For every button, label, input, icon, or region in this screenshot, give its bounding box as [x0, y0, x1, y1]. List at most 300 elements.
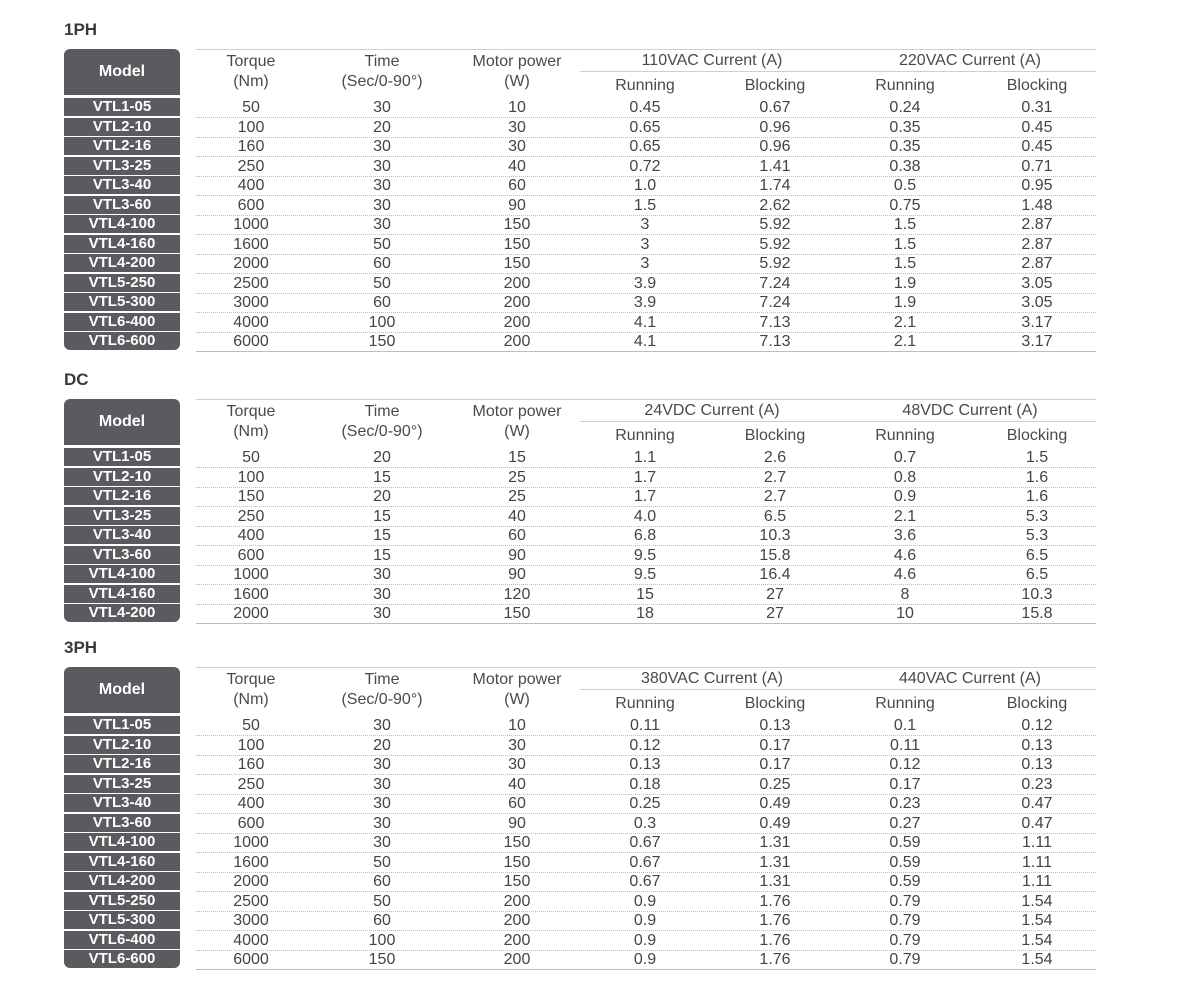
running-current-cell: 0.59: [889, 834, 921, 851]
time-cell: 50: [373, 892, 391, 910]
running-current-cell: 1.9: [893, 274, 917, 292]
running-current-cell: 4.0: [633, 507, 657, 525]
blocking-current-cell: 3.05: [1021, 274, 1053, 292]
torque-cell: 160: [237, 756, 265, 773]
table-row: [64, 196, 1096, 216]
running-current-cell: 0.9: [633, 931, 657, 949]
blocking-current-cell: 1.76: [759, 912, 791, 929]
running-current-cell: 0.79: [889, 912, 921, 929]
time-cell: 50: [373, 235, 391, 253]
running-current-cell: 0.13: [629, 756, 661, 773]
torque-cell: 100: [237, 736, 265, 754]
running-header: Running: [615, 695, 675, 712]
power-header: Motor power: [472, 53, 562, 70]
table-row: [64, 293, 1096, 313]
blocking-current-cell: 0.45: [1021, 118, 1053, 136]
row-values: [196, 176, 1096, 196]
running-current-cell: 4.6: [893, 566, 917, 583]
time-unit: (Sec/0-90°): [341, 423, 423, 440]
power-cell: 150: [503, 216, 531, 233]
running-current-cell: 0.35: [889, 138, 921, 155]
time-cell: 60: [373, 255, 391, 272]
model-cell: VTL4-160: [64, 585, 180, 603]
row-values: [196, 274, 1096, 294]
table-row: [64, 313, 1096, 333]
blocking-current-cell: 0.49: [759, 814, 791, 832]
model-cell: VTL2-10: [64, 468, 180, 486]
time-cell: 30: [373, 585, 391, 603]
row-values: [196, 736, 1096, 756]
table-body: [64, 98, 1096, 352]
blocking-current-cell: 7.13: [759, 333, 791, 350]
row-values: [196, 716, 1096, 736]
running-current-cell: 0.18: [629, 775, 661, 793]
power-cell: 10: [508, 717, 526, 734]
torque-cell: 2000: [233, 605, 269, 622]
blocking-current-cell: 6.5: [1025, 546, 1049, 564]
time-cell: 30: [373, 814, 391, 832]
running-current-cell: 0.79: [889, 931, 921, 949]
time-unit: (Sec/0-90°): [341, 691, 423, 708]
model-cell: VTL6-600: [64, 332, 180, 350]
blocking-current-cell: 27: [766, 605, 784, 622]
blocking-current-cell: 5.3: [1025, 527, 1049, 544]
blocking-current-cell: 1.31: [759, 873, 791, 890]
torque-cell: 6000: [233, 333, 269, 350]
model-cell: VTL3-40: [64, 794, 180, 812]
blocking-current-cell: 2.7: [763, 468, 787, 486]
torque-cell: 250: [237, 507, 265, 525]
power-cell: 60: [508, 795, 526, 812]
torque-cell: 6000: [233, 951, 269, 968]
blocking-current-cell: 1.6: [1025, 488, 1049, 505]
model-cell: VTL3-60: [64, 814, 180, 832]
row-values: [196, 507, 1096, 527]
torque-cell: 1000: [233, 216, 269, 233]
torque-cell: 1600: [233, 585, 269, 603]
row-values: [196, 853, 1096, 873]
model-cell: VTL2-16: [64, 137, 180, 155]
torque-cell: 100: [237, 468, 265, 486]
running-current-cell: 3: [640, 235, 650, 253]
time-cell: 20: [373, 118, 391, 136]
power-cell: 200: [503, 931, 531, 949]
blocking-current-cell: 1.74: [759, 177, 791, 194]
table-row: [64, 254, 1096, 274]
running-header: Running: [615, 77, 675, 94]
running-current-cell: 0.7: [893, 449, 917, 466]
row-values: [196, 235, 1096, 255]
time-cell: 50: [373, 853, 391, 871]
table-row: [64, 118, 1096, 138]
time-cell: 15: [373, 527, 391, 544]
row-values: [196, 546, 1096, 566]
model-cell: VTL1-05: [64, 716, 180, 734]
power-cell: 150: [503, 873, 531, 890]
time-header: Time: [364, 403, 400, 420]
row-values: [196, 911, 1096, 931]
running-current-cell: 4.1: [633, 313, 657, 331]
running-current-cell: 0.23: [889, 795, 921, 812]
blocking-current-cell: 0.95: [1021, 177, 1053, 194]
section-title: DC: [64, 370, 89, 389]
blocking-current-cell: 3.17: [1021, 313, 1053, 331]
table-row: [64, 736, 1096, 756]
time-unit: (Sec/0-90°): [341, 73, 423, 90]
time-cell: 20: [373, 488, 391, 505]
blocking-current-cell: 0.67: [759, 99, 791, 116]
running-current-cell: 2.1: [893, 333, 917, 350]
running-current-cell: 4.6: [893, 546, 917, 564]
current-group-1-header: 110VAC Current (A): [580, 51, 844, 72]
time-header: Time: [364, 671, 400, 688]
table-row: [64, 215, 1096, 235]
blocking-current-cell: 0.13: [1021, 736, 1053, 754]
table-row: [64, 755, 1096, 775]
running-current-cell: 1.5: [893, 235, 917, 253]
running-current-cell: 0.59: [889, 853, 921, 871]
torque-cell: 1000: [233, 566, 269, 583]
power-cell: 200: [503, 892, 531, 910]
power-cell: 25: [508, 468, 526, 486]
blocking-header: Blocking: [1006, 77, 1068, 94]
running-current-cell: 0.1: [893, 717, 917, 734]
running-current-cell: 1.5: [893, 255, 917, 272]
running-current-cell: 1.7: [633, 468, 657, 486]
power-header: Motor power: [472, 403, 562, 420]
model-cell: VTL5-300: [64, 293, 180, 311]
model-cell: VTL2-10: [64, 736, 180, 754]
blocking-current-cell: 5.92: [759, 255, 791, 272]
time-header: Time: [364, 53, 400, 70]
torque-cell: 2000: [233, 255, 269, 272]
model-cell: VTL3-60: [64, 196, 180, 214]
running-current-cell: 3.6: [893, 527, 917, 544]
time-cell: 30: [373, 717, 391, 734]
power-cell: 25: [508, 488, 526, 505]
running-current-cell: 6.8: [633, 527, 657, 544]
running-current-cell: 0.24: [889, 99, 921, 116]
power-cell: 30: [508, 138, 526, 155]
model-cell: VTL4-100: [64, 833, 180, 851]
row-values: [196, 118, 1096, 138]
torque-cell: 4000: [233, 931, 269, 949]
model-cell: VTL6-600: [64, 950, 180, 968]
model-cell: VTL4-100: [64, 215, 180, 233]
time-cell: 100: [368, 313, 396, 331]
row-values: [196, 755, 1096, 775]
table-body: [64, 716, 1096, 970]
time-cell: 30: [373, 99, 391, 116]
running-current-cell: 0.59: [889, 873, 921, 890]
blocking-current-cell: 2.87: [1021, 255, 1053, 272]
running-current-cell: 0.12: [889, 756, 921, 773]
blocking-current-cell: 0.45: [1021, 138, 1053, 155]
power-cell: 200: [503, 333, 531, 350]
blocking-current-cell: 1.76: [759, 951, 791, 968]
running-current-cell: 3: [640, 255, 650, 272]
blocking-current-cell: 0.17: [759, 736, 791, 754]
model-cell: VTL3-25: [64, 507, 180, 525]
row-values: [196, 332, 1096, 352]
model-cell: VTL5-300: [64, 911, 180, 929]
time-cell: 60: [373, 294, 391, 311]
row-values: [196, 157, 1096, 177]
blocking-current-cell: 1.48: [1021, 196, 1053, 214]
time-cell: 30: [373, 756, 391, 773]
time-cell: 100: [368, 931, 396, 949]
torque-cell: 600: [237, 546, 265, 564]
row-values: [196, 468, 1096, 488]
blocking-current-cell: 1.31: [759, 853, 791, 871]
table-row: [64, 565, 1096, 585]
model-cell: VTL6-400: [64, 931, 180, 949]
torque-cell: 600: [237, 814, 265, 832]
torque-unit: (Nm): [233, 73, 269, 90]
blocking-current-cell: 27: [766, 585, 784, 603]
blocking-header: Blocking: [1006, 427, 1068, 444]
power-cell: 90: [508, 546, 526, 564]
power-cell: 150: [503, 255, 531, 272]
torque-header: Torque: [226, 403, 276, 420]
running-current-cell: 3: [640, 216, 650, 233]
blocking-current-cell: 10.3: [759, 527, 791, 544]
power-cell: 15: [508, 449, 526, 466]
time-cell: 30: [373, 834, 391, 851]
blocking-current-cell: 1.54: [1021, 951, 1053, 968]
time-cell: 15: [373, 507, 391, 525]
blocking-current-cell: 7.13: [759, 313, 791, 331]
running-current-cell: 8: [900, 585, 910, 603]
model-cell: VTL3-40: [64, 176, 180, 194]
running-current-cell: 3.9: [633, 274, 657, 292]
running-header: Running: [615, 427, 675, 444]
time-cell: 15: [373, 546, 391, 564]
running-current-cell: 0.67: [629, 873, 661, 890]
table-row: [64, 546, 1096, 566]
blocking-current-cell: 3.05: [1021, 294, 1053, 311]
table-header: [196, 399, 1096, 448]
table-row: [64, 448, 1096, 468]
blocking-current-cell: 1.76: [759, 892, 791, 910]
time-cell: 30: [373, 775, 391, 793]
model-column-header: Model: [64, 49, 180, 95]
time-cell: 30: [373, 795, 391, 812]
running-current-cell: 0.12: [629, 736, 661, 754]
row-values: [196, 950, 1096, 970]
row-values: [196, 137, 1096, 157]
torque-cell: 600: [237, 196, 265, 214]
power-cell: 40: [508, 157, 526, 175]
model-cell: VTL3-40: [64, 526, 180, 544]
blocking-current-cell: 1.41: [759, 157, 791, 175]
power-cell: 30: [508, 736, 526, 754]
spec-table: [64, 667, 1096, 970]
torque-unit: (Nm): [233, 691, 269, 708]
table-row: [64, 950, 1096, 970]
model-cell: VTL2-10: [64, 118, 180, 136]
model-cell: VTL4-160: [64, 235, 180, 253]
blocking-current-cell: 0.49: [759, 795, 791, 812]
blocking-current-cell: 5.92: [759, 216, 791, 233]
running-current-cell: 3.9: [633, 294, 657, 311]
power-cell: 90: [508, 196, 526, 214]
time-cell: 30: [373, 196, 391, 214]
running-current-cell: 2.1: [893, 507, 917, 525]
blocking-current-cell: 0.12: [1021, 717, 1053, 734]
table-header: [196, 49, 1096, 98]
time-cell: 20: [373, 449, 391, 466]
blocking-current-cell: 7.24: [759, 294, 791, 311]
row-values: [196, 215, 1096, 235]
running-current-cell: 2.1: [893, 313, 917, 331]
table-row: [64, 468, 1096, 488]
power-cell: 200: [503, 294, 531, 311]
running-current-cell: 0.79: [889, 892, 921, 910]
running-current-cell: 0.45: [629, 99, 661, 116]
running-current-cell: 1.0: [633, 177, 657, 194]
row-values: [196, 448, 1096, 468]
power-unit: (W): [504, 691, 530, 708]
running-current-cell: 15: [636, 585, 654, 603]
torque-cell: 250: [237, 775, 265, 793]
torque-cell: 2500: [233, 274, 269, 292]
blocking-current-cell: 15.8: [1021, 605, 1053, 622]
blocking-current-cell: 2.6: [763, 449, 787, 466]
power-cell: 60: [508, 527, 526, 544]
table-row: [64, 911, 1096, 931]
power-cell: 40: [508, 775, 526, 793]
running-current-cell: 0.9: [633, 892, 657, 910]
power-cell: 150: [503, 235, 531, 253]
time-cell: 30: [373, 157, 391, 175]
row-values: [196, 892, 1096, 912]
table-row: [64, 487, 1096, 507]
row-values: [196, 98, 1096, 118]
running-current-cell: 0.67: [629, 834, 661, 851]
running-current-cell: 0.65: [629, 138, 661, 155]
torque-cell: 100: [237, 118, 265, 136]
blocking-current-cell: 16.4: [759, 566, 791, 583]
running-header: Running: [875, 77, 935, 94]
time-cell: 15: [373, 468, 391, 486]
running-current-cell: 0.11: [890, 736, 920, 754]
time-cell: 30: [373, 177, 391, 194]
blocking-current-cell: 1.11: [1022, 834, 1052, 851]
running-current-cell: 0.67: [629, 853, 661, 871]
row-values: [196, 313, 1096, 333]
torque-header: Torque: [226, 671, 276, 688]
running-current-cell: 0.8: [893, 468, 917, 486]
running-current-cell: 0.3: [633, 814, 657, 832]
row-values: [196, 833, 1096, 853]
model-cell: VTL1-05: [64, 448, 180, 466]
torque-cell: 1000: [233, 834, 269, 851]
blocking-current-cell: 1.11: [1022, 873, 1052, 890]
torque-cell: 50: [242, 99, 260, 116]
table-header: [196, 667, 1096, 716]
power-cell: 40: [508, 507, 526, 525]
table-row: [64, 716, 1096, 736]
power-cell: 60: [508, 177, 526, 194]
torque-cell: 400: [237, 177, 265, 194]
model-column-header: Model: [64, 667, 180, 713]
row-values: [196, 196, 1096, 216]
power-cell: 200: [503, 274, 531, 292]
row-values: [196, 565, 1096, 585]
blocking-current-cell: 1.54: [1021, 892, 1053, 910]
row-values: [196, 604, 1096, 624]
blocking-current-cell: 5.3: [1025, 507, 1049, 525]
blocking-current-cell: 15.8: [759, 546, 791, 564]
table-row: [64, 98, 1096, 118]
spec-table: [64, 399, 1096, 624]
current-group-1-header: 24VDC Current (A): [580, 401, 844, 422]
power-cell: 200: [503, 912, 531, 929]
model-cell: VTL5-250: [64, 274, 180, 292]
power-cell: 90: [508, 814, 526, 832]
time-cell: 60: [373, 912, 391, 929]
blocking-current-cell: 5.92: [759, 235, 791, 253]
power-cell: 120: [503, 585, 531, 603]
model-cell: VTL3-25: [64, 157, 180, 175]
table-row: [64, 853, 1096, 873]
running-current-cell: 0.9: [633, 951, 657, 968]
table-row: [64, 794, 1096, 814]
model-cell: VTL4-200: [64, 872, 180, 890]
running-current-cell: 0.11: [630, 717, 660, 734]
blocking-current-cell: 2.87: [1021, 235, 1053, 253]
blocking-current-cell: 2.87: [1021, 216, 1053, 233]
running-current-cell: 1.1: [633, 449, 657, 466]
torque-cell: 1600: [233, 235, 269, 253]
table-row: [64, 137, 1096, 157]
time-cell: 30: [373, 138, 391, 155]
torque-cell: 3000: [233, 912, 269, 929]
model-cell: VTL4-100: [64, 565, 180, 583]
time-cell: 150: [368, 951, 396, 968]
table-row: [64, 176, 1096, 196]
row-values: [196, 526, 1096, 546]
torque-cell: 50: [242, 717, 260, 734]
power-cell: 200: [503, 313, 531, 331]
running-current-cell: 0.72: [629, 157, 661, 175]
torque-cell: 2000: [233, 873, 269, 890]
table-row: [64, 157, 1096, 177]
running-current-cell: 1.5: [633, 196, 657, 214]
row-values: [196, 293, 1096, 313]
row-values: [196, 814, 1096, 834]
blocking-current-cell: 0.71: [1021, 157, 1053, 175]
table-row: [64, 526, 1096, 546]
running-current-cell: 0.38: [889, 157, 921, 175]
blocking-current-cell: 6.5: [1025, 566, 1049, 583]
running-header: Running: [875, 695, 935, 712]
blocking-current-cell: 1.31: [759, 834, 791, 851]
torque-cell: 50: [242, 449, 260, 466]
table-row: [64, 332, 1096, 352]
blocking-current-cell: 0.96: [759, 118, 791, 136]
model-cell: VTL5-250: [64, 892, 180, 910]
torque-cell: 4000: [233, 313, 269, 331]
blocking-header: Blocking: [744, 427, 806, 444]
torque-cell: 400: [237, 527, 265, 544]
table-body: [64, 448, 1096, 624]
current-group-2-header: 440VAC Current (A): [844, 669, 1096, 690]
running-current-cell: 1.5: [893, 216, 917, 233]
power-cell: 150: [503, 605, 531, 622]
blocking-current-cell: 0.31: [1021, 99, 1053, 116]
